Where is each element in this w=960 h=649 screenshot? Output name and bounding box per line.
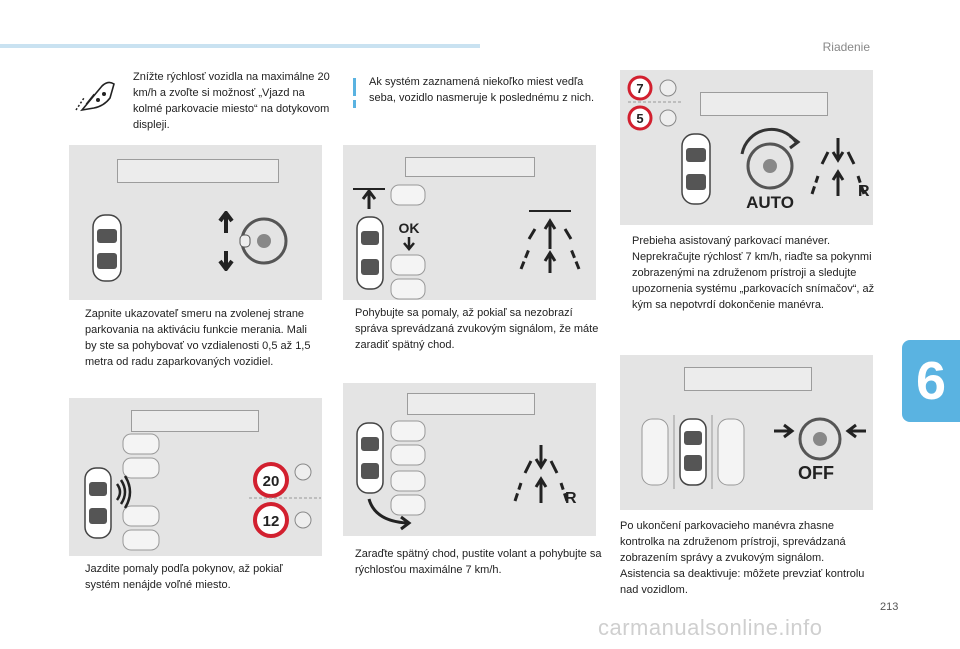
step-drive-slowly (73, 561, 320, 593)
off-steering-icon (770, 415, 870, 505)
speed-signs-icon (247, 428, 337, 548)
header-rule (0, 44, 480, 48)
display-screen (131, 410, 259, 432)
reverse-maneuver-icon (351, 419, 461, 535)
parked-row-icon (640, 415, 760, 495)
car-top-icon (676, 130, 716, 210)
info-text: Ak systém zaznamená niekoľko miest vedľa seba, vozidlo nasmeruje k poslednému z nich. (369, 76, 595, 104)
page-number: 213 (880, 601, 899, 613)
speed-sign-12: 12 (262, 513, 280, 530)
car-top-icon (87, 213, 127, 283)
step-reduce-speed (121, 69, 333, 133)
off-label: OFF (798, 463, 834, 483)
parking-ok-icon (351, 181, 471, 301)
step-text: Prebieha asistovaný parkovací manéver. Neprekračujte rýchlosť 7 km/h, riaďte sa pokynmi zobrazenými na združenom prístroji a sledujte upozornenia systému „parkovacích snímačov“, až kým sa nepotvrdí dokončenie manévra. (632, 235, 875, 311)
step-text: Pohybujte sa pomaly, až pokiaľ sa nezobrazí správa sprevádzaná zvukovým signálom, že máte zaradiť spätný chod. (355, 307, 599, 351)
steering-wheel-icon (214, 211, 294, 271)
display-screen (700, 92, 828, 116)
auto-label: AUTO (746, 193, 794, 212)
display-screen (405, 157, 535, 177)
step-text: Jazdite pomaly podľa pokynov, až pokiaľ systém nenájde voľné miesto. (85, 563, 283, 591)
info-icon-dot (353, 78, 356, 96)
speed-icon (74, 78, 118, 112)
info-icon-stem (353, 100, 356, 108)
step-text: Znížte rýchlosť vozidla na maximálne 20 km/h a zvoľte si možnosť „Vjazd na kolmé parkovacie miesto“ na dotykovom displeji. (133, 71, 330, 131)
auto-steering-icon (732, 124, 812, 214)
ok-label: OK (398, 220, 420, 236)
speed-signs-small-icon (626, 74, 686, 138)
display-screen (117, 159, 279, 183)
speed-sign-5: 5 (636, 111, 644, 126)
reverse-label: R (858, 183, 870, 200)
reverse-label: R (565, 490, 577, 507)
diagram-off (620, 355, 873, 510)
speed-sign-7: 7 (636, 81, 644, 96)
chapter-tab: 6 (902, 340, 960, 422)
diagram-turn-signal (69, 145, 322, 300)
step-text: Zapnite ukazovateľ smeru na zvolenej strane parkovania na aktiváciu funkcie merania. Mali by ste sa pohybovať vo vzdialenosti 0,5 až 1,5 metra od radu zaparkovaných vozidiel. (85, 308, 311, 368)
watermark: carmanualsonline.info (598, 615, 823, 640)
diagram-ok (343, 145, 596, 300)
speed-sign-20: 20 (262, 473, 280, 490)
step-assisted (620, 233, 882, 313)
display-screen (684, 367, 812, 391)
diagram-drive-slowly (69, 398, 322, 556)
reverse-sensor-icon (509, 441, 579, 511)
display-screen (407, 393, 535, 415)
info-note (353, 74, 597, 106)
reverse-sensor-icon (806, 134, 876, 204)
step-turn-signal (73, 306, 320, 370)
diagram-auto (620, 70, 873, 225)
step-text: Zaraďte spätný chod, pustite volant a pohybujte sa rýchlosťou maximálne 7 km/h. (355, 548, 602, 576)
section-title: Riadenie (822, 40, 870, 54)
end-text: Po ukončení parkovacieho manévra zhasne kontrolka na združenom prístroji, sprevádzaná zobrazením správy a zvukovým signálom. Asistencia sa deaktivuje: môžete prevziať kontrolu nad vozidlom. (620, 520, 865, 596)
diagram-reverse (343, 383, 596, 536)
step-reverse (343, 546, 605, 578)
step-move-slowly (343, 305, 605, 353)
sensor-arrows-icon (515, 209, 585, 279)
parked-cars-icon (77, 432, 177, 552)
